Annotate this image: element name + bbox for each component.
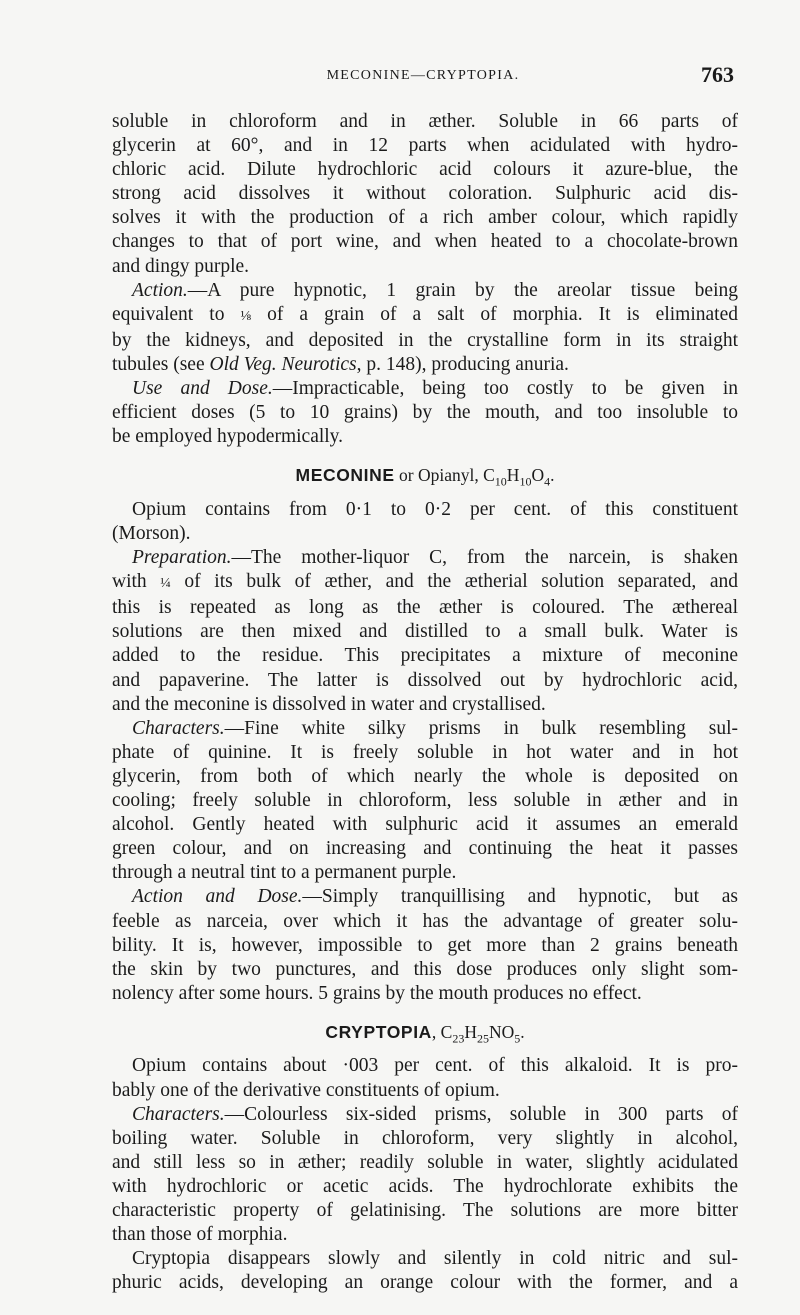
text-line: green colour, and on increasing and continuing the heat it passes [112, 838, 738, 860]
text-line: Action and Dose.—Simply tranquillising and hypnotic, but as [132, 886, 738, 908]
text-line: with hydrochloric or acetic acids. The hydrochlorate exhibits the [112, 1175, 738, 1197]
text-line: Characters.—Colourless six-sided prisms, soluble in 300 parts of [132, 1103, 738, 1125]
section-label: Preparation. [132, 547, 232, 569]
text-line: bably one of the derivative constituents of opium. [112, 1079, 500, 1101]
paragraph-characters-cryptopia [112, 1103, 738, 1248]
text-line: Use and Dose.—Impracticable, being too costly to be given in [132, 378, 738, 400]
text-line: Opium contains from 0·1 to 0·2 per cent. of this constituent [132, 498, 738, 520]
text-line: tubules (see Old Veg. Neurotics, p. 148), producing anuria. [112, 353, 569, 375]
text-line: glycerin, from both of which nearly the whole is deposited on [112, 765, 738, 787]
text-line: alcohol. Gently heated with sulphuric acid it assumes an emerald [112, 814, 738, 836]
fraction: ⅛ [240, 308, 252, 324]
text-line: boiling water. Soluble in chloroform, very slightly in alcohol, [112, 1127, 738, 1149]
section-label: Use and Dose. [132, 378, 273, 400]
text-line: Cryptopia disappears slowly and silently in cold nitric and sul- [132, 1248, 738, 1270]
paragraph-solubility [112, 110, 738, 279]
running-head: MECONINE—CRYPTOPIA. [326, 68, 520, 83]
text-line: characteristic property of gelatinising. The solutions are more bitter [112, 1200, 738, 1222]
paragraph-characters-meconine [112, 717, 738, 886]
text-line: feeble as narceia, over which it has the advantage of greater solu- [112, 910, 738, 932]
paragraph-cryptopia-acids [112, 1247, 738, 1295]
page-body [112, 110, 738, 1295]
text-line: bility. It is, however, impossible to get more than 2 grains beneath [112, 934, 738, 956]
text-line: the skin by two punctures, and this dose produces only slight som- [112, 958, 738, 980]
text-line: cooling; freely soluble in chloroform, less soluble in æther and in [112, 790, 738, 812]
text-line: be employed hypodermically. [112, 426, 344, 448]
text-line: phuric acids, developing an orange colour with the former, and a [112, 1272, 738, 1294]
text-line: and papaverine. The latter is dissolved out by hydrochloric acid, [112, 669, 738, 691]
text-line: Characters.—Fine white silky prisms in bulk resembling sul- [132, 717, 738, 739]
text-line: solves it with the production of a rich amber colour, which rapidly [112, 207, 738, 229]
page-header [112, 62, 734, 92]
page-number: 763 [701, 62, 734, 87]
paragraph-action [112, 279, 738, 377]
text-line: solutions are then mixed and distilled to a small bulk. Water is [112, 621, 738, 643]
text-line: nolency after some hours. 5 grains by the mouth produces no effect. [112, 982, 642, 1004]
section-label: Action and Dose. [132, 886, 303, 908]
text-line: through a neutral tint to a permanent purple. [112, 862, 457, 884]
text-line: Opium contains about ·003 per cent. of this alkaloid. It is pro- [132, 1055, 738, 1077]
text-line: strong acid dissolves it without coloration. Sulphuric acid dis- [112, 183, 738, 205]
text-line: glycerin at 60°, and in 12 parts when acidulated with hydro- [112, 135, 738, 157]
section-label: Action. [132, 279, 188, 301]
text-line: chloric acid. Dilute hydrochloric acid colours it azure-blue, the [112, 159, 738, 181]
text-line: efficient doses (5 to 10 grains) by the mouth, and too insoluble to [112, 402, 738, 424]
text-line: than those of morphia. [112, 1224, 288, 1246]
text-line: phate of quinine. It is freely soluble in hot water and in hot [112, 741, 738, 763]
heading-cryptopia: CRYPTOPIA, $C_{23}H_{25}NO_5$. [325, 1021, 525, 1046]
text-line: equivalent to ⅛ of a grain of a salt of morphia. It is eliminated [112, 303, 738, 325]
fraction: ¼ [160, 576, 171, 592]
text-line: and still less so in æther; readily soluble in water, slightly acidulated [112, 1151, 738, 1173]
text-line: this is repeated as long as the æther is coloured. The æthereal [112, 597, 738, 619]
text-line: and dingy purple. [112, 255, 250, 277]
text-line: and the meconine is dissolved in water and crystallised. [112, 693, 546, 715]
text-line: (Morson). [112, 523, 191, 544]
text-line: changes to that of port wine, and when heated to a chocolate-brown [112, 231, 738, 253]
text-line: added to the residue. This precipitates a mixture of meconine [112, 645, 738, 667]
paragraph-meconine-intro [112, 498, 738, 546]
reference: Old Veg. Neurotics [209, 353, 357, 375]
heading-meconine: MECONINE or Opianyl, $C_{10}H_{10}O_4$. [295, 465, 555, 489]
section-label: Characters. [132, 717, 225, 739]
text-line: soluble in chloroform and in æther. Soluble in 66 parts of [112, 111, 738, 132]
text-line: with ¼ of its bulk of æther, and the ætherial solution separated, and [112, 571, 738, 593]
text-line: Preparation.—The mother-liquor C, from the narcein, is shaken [132, 547, 738, 569]
paragraph-use-dose [112, 377, 738, 449]
section-label: Characters. [132, 1103, 225, 1125]
paragraph-action-dose [112, 885, 738, 1005]
text-line: Action.—A pure hypnotic, 1 grain by the areolar tissue being [132, 279, 738, 301]
paragraph-preparation [112, 546, 738, 717]
text-line: by the kidneys, and deposited in the crystalline form in its straight [112, 329, 738, 351]
paragraph-cryptopia-intro [112, 1054, 738, 1102]
